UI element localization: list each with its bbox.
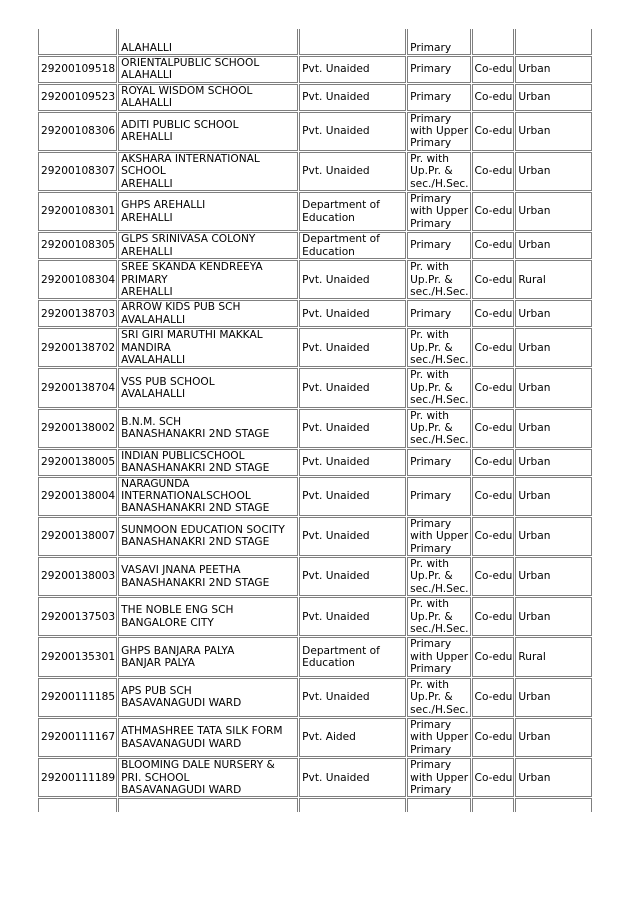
school-name-cell xyxy=(118,678,298,717)
category-line: Up.Pr. & xyxy=(410,570,453,583)
school-code-cell: 29200111185 xyxy=(38,678,117,717)
school-type-cell: Co-edu xyxy=(472,477,515,516)
management-line: Pvt. Unaided xyxy=(302,771,370,784)
area-cell: Urban xyxy=(515,232,592,259)
management-cell xyxy=(299,449,406,476)
school-code-cell: 29200138703 xyxy=(38,300,117,327)
school-name-cell xyxy=(118,192,298,231)
school-name-cell xyxy=(118,477,298,516)
category-line: Pr. with xyxy=(410,329,449,342)
table-row xyxy=(38,260,592,299)
category-line: Primary xyxy=(410,239,452,252)
school-table-body xyxy=(38,29,592,812)
area-cell: Urban xyxy=(515,328,592,367)
school-name-line: GHPS BANJARA PALYA xyxy=(121,644,235,657)
category-line: Primary xyxy=(410,759,452,772)
category-cell xyxy=(407,260,470,299)
school-name-line: BLOOMING DALE NURSERY & xyxy=(121,759,275,772)
category-line: sec./H.Sec. xyxy=(410,434,469,447)
management-cell xyxy=(299,29,406,55)
school-name-line: INDIAN PUBLICSCHOOL xyxy=(121,449,245,462)
category-line: sec./H.Sec. xyxy=(410,703,469,716)
table-row xyxy=(38,84,592,111)
management-cell xyxy=(299,368,406,407)
school-name-line: MANDIRA xyxy=(121,341,171,354)
management-line: Pvt. Unaided xyxy=(302,165,370,178)
management-line: Department of xyxy=(302,233,380,246)
management-line: Pvt. Unaided xyxy=(302,381,370,394)
category-line: sec./H.Sec. xyxy=(410,353,469,366)
area-cell: Urban xyxy=(515,152,592,191)
area-cell: Urban xyxy=(515,557,592,596)
school-type-cell: Co-edu xyxy=(472,232,515,259)
school-name-line: APS PUB SCH xyxy=(121,684,192,697)
category-cell xyxy=(407,637,470,676)
management-cell xyxy=(299,232,406,259)
table-row xyxy=(38,758,592,797)
table-row xyxy=(38,368,592,407)
management-cell xyxy=(299,597,406,636)
school-name-cell xyxy=(118,29,298,55)
school-code-cell: 29200108305 xyxy=(38,232,117,259)
school-name-line: ALAHALLI xyxy=(121,97,172,110)
category-line: with Upper xyxy=(410,650,469,663)
management-cell xyxy=(299,192,406,231)
table-row xyxy=(38,152,592,191)
table-row xyxy=(38,637,592,676)
category-line: Primary xyxy=(410,307,452,320)
area-cell: Urban xyxy=(515,678,592,717)
area-cell: Rural xyxy=(515,637,592,676)
school-code-cell: 29200138003 xyxy=(38,557,117,596)
category-line: Primary xyxy=(410,41,452,54)
area-cell: Urban xyxy=(515,517,592,556)
school-name-line: BANJAR PALYA xyxy=(121,657,195,670)
category-cell xyxy=(407,192,470,231)
school-name-cell xyxy=(118,409,298,448)
category-line: Primary xyxy=(410,663,452,676)
category-line: sec./H.Sec. xyxy=(410,623,469,636)
management-line: Pvt. Unaided xyxy=(302,490,370,502)
school-name-cell xyxy=(118,300,298,327)
school-code-cell: 29200138005 xyxy=(38,449,117,476)
school-name-line: BASAVANAGUDI WARD xyxy=(121,737,242,750)
category-line: Primary xyxy=(410,783,452,796)
category-line: with Upper xyxy=(410,530,469,543)
category-line: Pr. with xyxy=(410,678,449,691)
school-name-cell xyxy=(118,84,298,111)
school-name-line: BANASHANAKRI 2ND STAGE xyxy=(121,428,270,441)
category-line: Up.Pr. & xyxy=(410,421,453,434)
category-line: with Upper xyxy=(410,125,469,138)
school-type-cell: Co-edu xyxy=(472,152,515,191)
category-line: Primary xyxy=(410,193,452,206)
school-name-cell xyxy=(118,152,298,191)
category-cell xyxy=(407,29,470,55)
category-cell xyxy=(407,557,470,596)
category-line: Primary xyxy=(410,112,452,125)
school-code-cell: 29200108301 xyxy=(38,192,117,231)
management-line: Pvt. Unaided xyxy=(302,341,370,354)
school-name-cell xyxy=(118,328,298,367)
management-cell xyxy=(299,637,406,676)
table-row xyxy=(38,597,592,636)
category-cell xyxy=(407,56,470,83)
school-name-line: PRI. SCHOOL xyxy=(121,771,190,784)
table-row xyxy=(38,328,592,367)
category-cell xyxy=(407,152,470,191)
school-type-cell: Co-edu xyxy=(472,192,515,231)
school-name-cell xyxy=(118,56,298,83)
area-cell: Urban xyxy=(515,409,592,448)
management-line: Pvt. Unaided xyxy=(302,421,370,434)
school-name-line: SRI GIRI MARUTHI MAKKAL xyxy=(121,329,263,342)
area-cell: Urban xyxy=(515,477,592,516)
category-cell xyxy=(407,368,470,407)
school-name-line: AVALAHALLI xyxy=(121,387,186,400)
school-name-cell xyxy=(118,798,298,812)
school-name-line: ROYAL WISDOM SCHOOL xyxy=(121,84,253,97)
school-type-cell: Co-edu xyxy=(472,368,515,407)
management-cell xyxy=(299,718,406,757)
category-line: Up.Pr. & xyxy=(410,381,453,394)
category-cell xyxy=(407,112,470,151)
category-line: Pr. with xyxy=(410,261,449,274)
school-code-cell: 29200109518 xyxy=(38,56,117,83)
school-name-line: THE NOBLE ENG SCH xyxy=(121,604,234,617)
category-cell xyxy=(407,232,470,259)
management-line: Department of xyxy=(302,199,380,212)
school-code-cell: 29200138704 xyxy=(38,368,117,407)
management-cell xyxy=(299,409,406,448)
school-type-cell: Co-edu xyxy=(472,300,515,327)
table-row xyxy=(38,517,592,556)
category-line: Primary xyxy=(410,743,452,756)
category-line: Up.Pr. & xyxy=(410,273,453,286)
table-row xyxy=(38,232,592,259)
management-line: Pvt. Unaided xyxy=(302,91,370,104)
school-name-cell xyxy=(118,637,298,676)
table-row xyxy=(38,409,592,448)
management-line: Education xyxy=(302,211,355,224)
management-cell xyxy=(299,798,406,812)
school-name-cell xyxy=(118,112,298,151)
school-name-line: SREE SKANDA KENDREEYA xyxy=(121,261,263,274)
school-name-line: BANASHANAKRI 2ND STAGE xyxy=(121,462,270,475)
category-line: Primary xyxy=(410,137,452,150)
category-line: Pr. with xyxy=(410,558,449,571)
school-name-cell xyxy=(118,758,298,797)
table-row xyxy=(38,449,592,476)
category-line: sec./H.Sec. xyxy=(410,285,469,298)
category-line: with Upper xyxy=(410,205,469,218)
school-name-line: PRIMARY xyxy=(121,273,168,286)
school-name-line: BANASHANAKRI 2ND STAGE xyxy=(121,576,270,589)
school-name-line: AREHALLI xyxy=(121,245,173,258)
category-cell xyxy=(407,798,470,812)
school-name-cell xyxy=(118,449,298,476)
school-code-cell: 29200108304 xyxy=(38,260,117,299)
school-name-line: NARAGUNDA xyxy=(121,477,190,490)
category-line: Pr. with xyxy=(410,369,449,382)
area-cell: Rural xyxy=(515,260,592,299)
school-code-cell: 29200108307 xyxy=(38,152,117,191)
management-cell xyxy=(299,678,406,717)
table-row xyxy=(38,557,592,596)
area-cell: Urban xyxy=(515,758,592,797)
area-cell: Urban xyxy=(515,368,592,407)
category-line: Up.Pr. & xyxy=(410,165,453,178)
school-name-cell xyxy=(118,517,298,556)
area-cell: Urban xyxy=(515,300,592,327)
school-name-line: GLPS SRINIVASA COLONY xyxy=(121,233,256,246)
school-type-cell: Co-edu xyxy=(472,557,515,596)
category-line: Pr. with xyxy=(410,598,449,611)
table-row-partial-top xyxy=(38,29,592,55)
management-line: Pvt. Aided xyxy=(302,731,356,744)
school-name-line: SUNMOON EDUCATION SOCITY xyxy=(121,524,285,537)
table-row-partial-bottom xyxy=(38,798,592,812)
school-code-cell: 29200108306 xyxy=(38,112,117,151)
school-name-line: GHPS AREHALLI xyxy=(121,199,206,212)
school-name-line: BASAVANAGUDI WARD xyxy=(121,783,242,796)
table-row xyxy=(38,56,592,83)
school-code-cell: 29200138007 xyxy=(38,517,117,556)
category-line: Up.Pr. & xyxy=(410,341,453,354)
school-type-cell: Co-edu xyxy=(472,409,515,448)
school-name-cell xyxy=(118,368,298,407)
area-cell: Urban xyxy=(515,112,592,151)
management-cell xyxy=(299,56,406,83)
management-cell xyxy=(299,152,406,191)
table-row xyxy=(38,477,592,516)
category-line: with Upper xyxy=(410,771,469,784)
category-cell xyxy=(407,328,470,367)
management-line: Pvt. Unaided xyxy=(302,610,370,623)
category-line: Pr. with xyxy=(410,152,449,165)
school-name-line: AREHALLI xyxy=(121,131,173,144)
category-cell xyxy=(407,718,470,757)
school-code-cell: 29200111189 xyxy=(38,758,117,797)
management-line: Pvt. Unaided xyxy=(302,530,370,543)
category-line: sec./H.Sec. xyxy=(410,177,469,190)
school-code-cell: 29200138702 xyxy=(38,328,117,367)
school-code-cell: 29200135301 xyxy=(38,637,117,676)
area-cell xyxy=(515,798,592,812)
school-type-cell: Co-edu xyxy=(472,56,515,83)
area-cell: Urban xyxy=(515,449,592,476)
school-type-cell: Co-edu xyxy=(472,260,515,299)
category-cell xyxy=(407,517,470,556)
management-line: Pvt. Unaided xyxy=(302,307,370,320)
category-line: Pr. with xyxy=(410,409,449,422)
management-line: Education xyxy=(302,657,355,670)
category-cell xyxy=(407,758,470,797)
category-cell xyxy=(407,84,470,111)
category-line: with Upper xyxy=(410,731,469,744)
area-cell: Urban xyxy=(515,718,592,757)
area-cell: Urban xyxy=(515,56,592,83)
category-line: Primary xyxy=(410,517,452,530)
table-row xyxy=(38,300,592,327)
management-cell xyxy=(299,84,406,111)
school-code-cell: 29200111167 xyxy=(38,718,117,757)
management-line: Pvt. Unaided xyxy=(302,570,370,583)
school-name-line: ORIENTALPUBLIC SCHOOL xyxy=(121,57,260,69)
management-cell xyxy=(299,112,406,151)
school-type-cell: Co-edu xyxy=(472,112,515,151)
school-type-cell: Co-edu xyxy=(472,328,515,367)
area-cell xyxy=(515,29,592,55)
school-code-cell: 29200137503 xyxy=(38,597,117,636)
school-type-cell xyxy=(472,29,515,55)
category-cell xyxy=(407,409,470,448)
school-type-cell: Co-edu xyxy=(472,758,515,797)
category-line: Primary xyxy=(410,638,452,651)
school-code-cell: 29200109523 xyxy=(38,84,117,111)
category-cell xyxy=(407,449,470,476)
school-type-cell: Co-edu xyxy=(472,84,515,111)
management-line: Pvt. Unaided xyxy=(302,273,370,286)
school-name-line: SCHOOL xyxy=(121,165,166,178)
category-cell xyxy=(407,678,470,717)
management-line: Education xyxy=(302,245,355,258)
area-cell: Urban xyxy=(515,597,592,636)
school-name-line: BASAVANAGUDI WARD xyxy=(121,697,242,710)
school-type-cell: Co-edu xyxy=(472,597,515,636)
category-line: Up.Pr. & xyxy=(410,610,453,623)
category-cell xyxy=(407,300,470,327)
school-name-line: BANASHANAKRI 2ND STAGE xyxy=(121,536,270,549)
school-name-line: AKSHARA INTERNATIONAL xyxy=(121,152,260,165)
school-name-line: ARROW KIDS PUB SCH xyxy=(121,301,241,314)
school-type-cell: Co-edu xyxy=(472,718,515,757)
school-name-cell xyxy=(118,597,298,636)
school-type-cell: Co-edu xyxy=(472,637,515,676)
category-line: Primary xyxy=(410,217,452,230)
management-cell xyxy=(299,300,406,327)
category-line: Primary xyxy=(410,455,452,468)
category-line: sec./H.Sec. xyxy=(410,582,469,595)
table-row xyxy=(38,678,592,717)
school-name-cell xyxy=(118,718,298,757)
school-type-cell: Co-edu xyxy=(472,449,515,476)
management-cell xyxy=(299,477,406,516)
school-code-cell xyxy=(38,798,117,812)
management-line: Pvt. Unaided xyxy=(302,455,370,468)
school-name-line: AVALAHALLI xyxy=(121,353,186,366)
school-name-cell xyxy=(118,260,298,299)
school-name-line: BANGALORE CITY xyxy=(121,616,214,629)
school-name-line: B.N.M. SCH xyxy=(121,415,182,428)
management-line: Pvt. Unaided xyxy=(302,125,370,138)
category-cell xyxy=(407,597,470,636)
school-name-line: VASAVI JNANA PEETHA xyxy=(121,564,241,577)
school-name-line: INTERNATIONALSCHOOL xyxy=(121,490,251,502)
school-name-line: AREHALLI xyxy=(121,285,173,298)
school-name-line: BANASHANAKRI 2ND STAGE xyxy=(121,502,270,515)
school-code-cell: 29200138004 xyxy=(38,477,117,516)
category-cell xyxy=(407,477,470,516)
table-row xyxy=(38,718,592,757)
school-code-cell: 29200138002 xyxy=(38,409,117,448)
category-line: Primary xyxy=(410,490,452,502)
school-name-line: ADITI PUBLIC SCHOOL xyxy=(121,118,239,131)
school-type-cell: Co-edu xyxy=(472,678,515,717)
management-line: Pvt. Unaided xyxy=(302,63,370,76)
school-name-cell xyxy=(118,557,298,596)
school-code-cell xyxy=(38,29,117,55)
school-name-line: AREHALLI xyxy=(121,211,173,224)
school-type-cell xyxy=(472,798,515,812)
school-name-line: ALAHALLI xyxy=(121,41,172,54)
category-line: sec./H.Sec. xyxy=(410,394,469,407)
area-cell: Urban xyxy=(515,84,592,111)
category-line: Primary xyxy=(410,91,452,104)
management-line: Pvt. Unaided xyxy=(302,691,370,704)
school-name-line: VSS PUB SCHOOL xyxy=(121,375,215,388)
school-name-line: ALAHALLI xyxy=(121,69,172,82)
table-row xyxy=(38,112,592,151)
table-row xyxy=(38,192,592,231)
management-cell xyxy=(299,260,406,299)
school-table xyxy=(37,28,593,813)
category-line: Primary xyxy=(410,542,452,555)
category-line: Up.Pr. & xyxy=(410,691,453,704)
school-type-cell: Co-edu xyxy=(472,517,515,556)
category-line: Primary xyxy=(410,718,452,731)
management-cell xyxy=(299,557,406,596)
management-cell xyxy=(299,517,406,556)
school-name-line: AVALAHALLI xyxy=(121,313,186,326)
management-line: Department of xyxy=(302,644,380,657)
school-name-cell xyxy=(118,232,298,259)
school-name-line: ATHMASHREE TATA SILK FORM xyxy=(121,725,283,738)
management-cell xyxy=(299,328,406,367)
school-name-line: AREHALLI xyxy=(121,177,173,190)
area-cell: Urban xyxy=(515,192,592,231)
management-cell xyxy=(299,758,406,797)
category-line: Primary xyxy=(410,63,452,76)
